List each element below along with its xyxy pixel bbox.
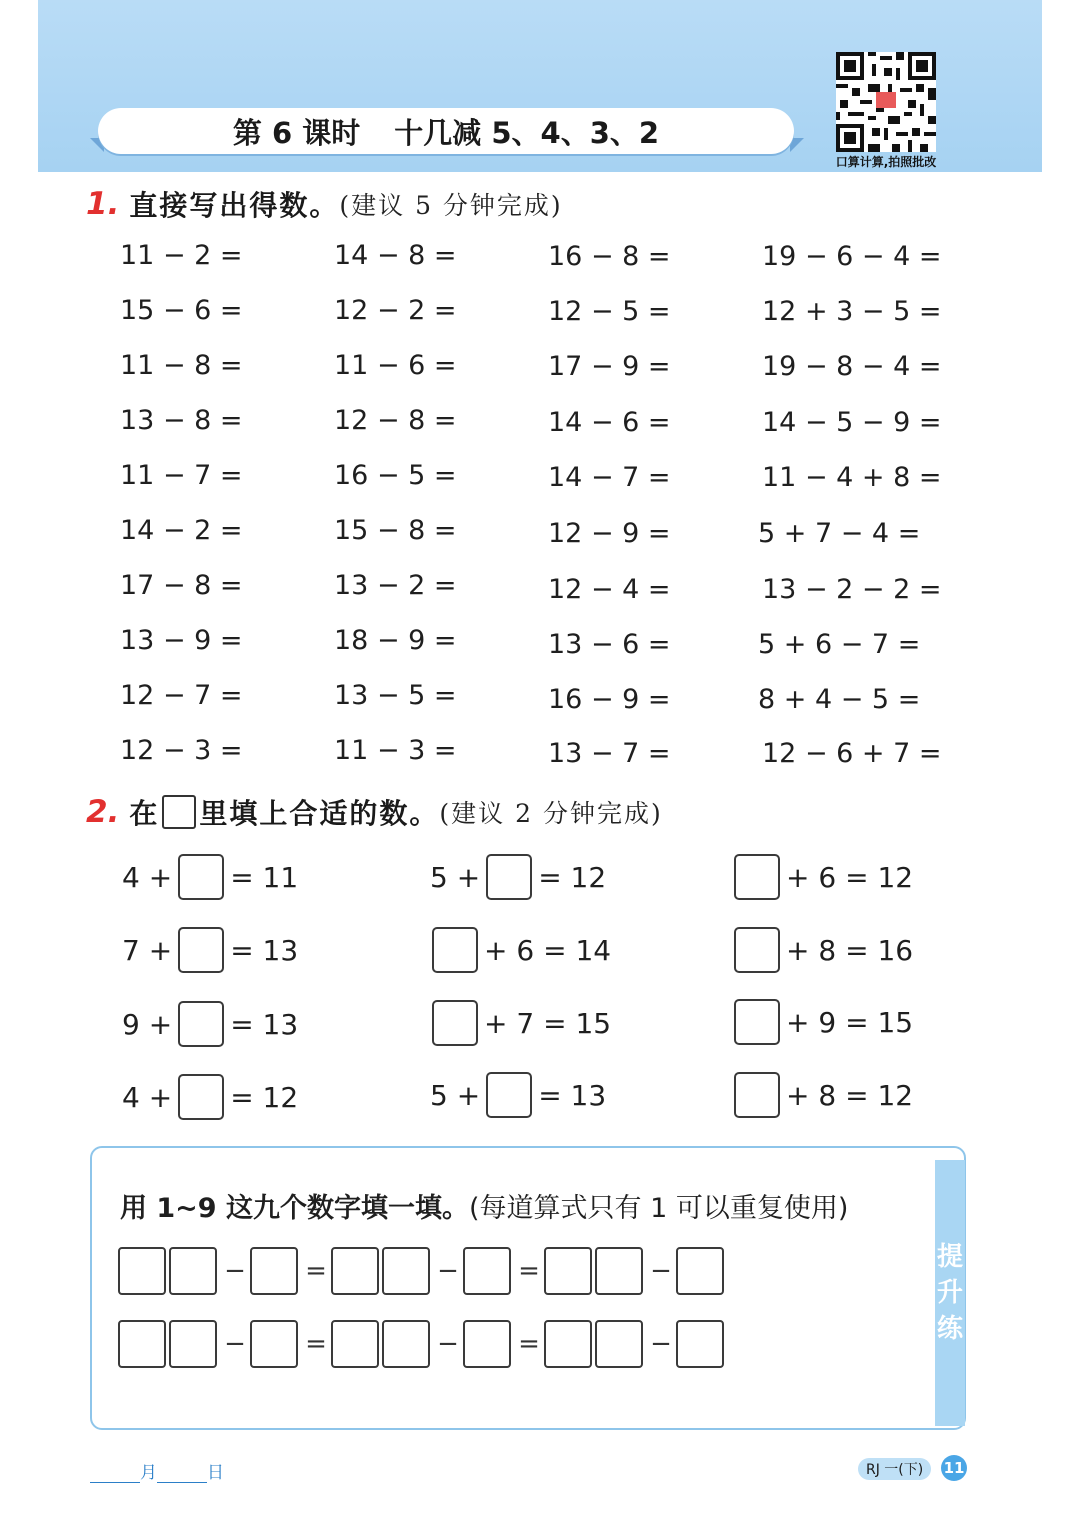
- digit-box[interactable]: [544, 1320, 592, 1368]
- problem[interactable]: 12 − 5 =: [548, 296, 671, 327]
- fill-equation: [728, 925, 913, 975]
- problem[interactable]: 11 − 6 =: [334, 350, 457, 381]
- tab-char: 升: [936, 1278, 963, 1308]
- problem[interactable]: 14 − 2 =: [120, 515, 243, 546]
- equation-suffix: = 11: [230, 860, 299, 894]
- tab-char: 练: [936, 1314, 963, 1344]
- problem[interactable]: 12 − 8 =: [334, 405, 457, 436]
- equation-suffix: + 7 = 15: [484, 1006, 612, 1040]
- section1-heading: [86, 184, 563, 224]
- section1-note: (建议 5 分钟完成): [339, 191, 563, 220]
- answer-box[interactable]: [178, 1074, 224, 1120]
- answer-box[interactable]: [178, 927, 224, 973]
- digit-box[interactable]: [250, 1247, 298, 1295]
- problem[interactable]: 17 − 8 =: [120, 570, 243, 601]
- problem[interactable]: 19 − 6 − 4 =: [762, 241, 942, 272]
- equation-suffix: + 6 = 14: [484, 933, 612, 967]
- fill-equation: [122, 1072, 298, 1122]
- page-number: 11: [941, 1455, 967, 1481]
- equation-suffix: = 12: [230, 1080, 299, 1114]
- minus-sign: −: [224, 1329, 246, 1359]
- date-field: [90, 1458, 224, 1483]
- minus-sign: −: [650, 1256, 672, 1286]
- section2-number: 2.: [86, 794, 120, 830]
- problem[interactable]: 18 − 9 =: [334, 625, 457, 656]
- section2-note: (建议 2 分钟完成): [439, 799, 663, 828]
- equation-prefix: 4 +: [122, 860, 173, 894]
- challenge-instruction: 用 1~9 这九个数字填一填。: [120, 1193, 469, 1224]
- problem[interactable]: 12 − 3 =: [120, 735, 243, 766]
- problem[interactable]: 11 − 2 =: [120, 240, 243, 271]
- minus-sign: −: [650, 1329, 672, 1359]
- problem[interactable]: 13 − 6 =: [548, 629, 671, 660]
- fill-equation: [426, 998, 611, 1048]
- section1-number: 1.: [86, 186, 120, 222]
- section2-instruction-before: 在: [129, 797, 160, 830]
- digit-box[interactable]: [169, 1247, 217, 1295]
- minus-sign: −: [437, 1256, 459, 1286]
- minus-sign: −: [224, 1256, 246, 1286]
- fill-equation: [122, 852, 298, 902]
- problem[interactable]: 19 − 8 − 4 =: [762, 351, 942, 382]
- equation-suffix: = 13: [538, 1078, 607, 1112]
- fill-equation: [728, 1070, 913, 1120]
- problem[interactable]: 16 − 8 =: [548, 241, 671, 272]
- equals-sign: =: [305, 1329, 327, 1359]
- problem[interactable]: 15 − 8 =: [334, 515, 457, 546]
- problem[interactable]: 15 − 6 =: [120, 295, 243, 326]
- problem[interactable]: 17 − 9 =: [548, 351, 671, 382]
- digit-box[interactable]: [331, 1247, 379, 1295]
- equation-suffix: + 8 = 12: [786, 1078, 914, 1112]
- section2-heading: [86, 792, 663, 832]
- answer-box[interactable]: [178, 1001, 224, 1047]
- equation-prefix: 9 +: [122, 1007, 173, 1041]
- digit-box[interactable]: [595, 1247, 643, 1295]
- digit-box[interactable]: [169, 1320, 217, 1368]
- problem[interactable]: 8 + 4 − 5 =: [758, 684, 921, 715]
- fill-equation: [122, 999, 298, 1049]
- equation-suffix: = 13: [230, 933, 299, 967]
- answer-box[interactable]: [486, 854, 532, 900]
- digit-box[interactable]: [676, 1247, 724, 1295]
- problem[interactable]: 14 − 6 =: [548, 407, 671, 438]
- problem[interactable]: 11 − 3 =: [334, 735, 457, 766]
- equation-suffix: = 12: [538, 860, 607, 894]
- day-label: 日: [207, 1463, 224, 1483]
- digit-chain-row: [118, 1247, 727, 1295]
- problem[interactable]: 11 − 4 + 8 =: [762, 462, 942, 493]
- answer-box[interactable]: [734, 854, 780, 900]
- digit-chain-row: [118, 1320, 727, 1368]
- digit-box[interactable]: [463, 1320, 511, 1368]
- digit-box[interactable]: [250, 1320, 298, 1368]
- equation-suffix: + 6 = 12: [786, 860, 914, 894]
- lesson-number: 第 6 课时: [232, 115, 361, 150]
- problem[interactable]: 14 − 5 − 9 =: [762, 407, 942, 438]
- equation-suffix: = 13: [230, 1007, 299, 1041]
- problem[interactable]: 13 − 2 − 2 =: [762, 574, 942, 605]
- section2-instruction-after: 里填上合适的数。: [199, 797, 440, 830]
- problem[interactable]: 12 − 6 + 7 =: [762, 738, 942, 769]
- fill-equation: [430, 852, 606, 902]
- problem[interactable]: 16 − 9 =: [548, 684, 671, 715]
- problem[interactable]: 5 + 7 − 4 =: [758, 518, 921, 549]
- digit-box[interactable]: [463, 1247, 511, 1295]
- problem[interactable]: 16 − 5 =: [334, 460, 457, 491]
- problem[interactable]: 13 − 7 =: [548, 738, 671, 769]
- challenge-tab: [935, 1160, 965, 1426]
- problem[interactable]: 12 − 7 =: [120, 680, 243, 711]
- month-label: 月: [140, 1463, 157, 1483]
- answer-box[interactable]: [432, 1000, 478, 1046]
- digit-box[interactable]: [118, 1320, 166, 1368]
- fill-equation: [122, 925, 298, 975]
- problem[interactable]: 12 − 4 =: [548, 574, 671, 605]
- digit-box[interactable]: [331, 1320, 379, 1368]
- equation-suffix: + 9 = 15: [786, 1005, 914, 1039]
- equation-prefix: 5 +: [430, 1078, 481, 1112]
- problem[interactable]: 13 − 2 =: [334, 570, 457, 601]
- problem[interactable]: 11 − 8 =: [120, 350, 243, 381]
- equals-sign: =: [305, 1256, 327, 1286]
- problem[interactable]: 11 − 7 =: [120, 460, 243, 491]
- minus-sign: −: [437, 1329, 459, 1359]
- problem[interactable]: 14 − 7 =: [548, 462, 671, 493]
- lesson-title: [98, 108, 794, 154]
- qr-caption: 口算计算,拍照批改: [835, 155, 937, 169]
- digit-box[interactable]: [118, 1247, 166, 1295]
- digit-box[interactable]: [382, 1320, 430, 1368]
- problem[interactable]: 12 − 2 =: [334, 295, 457, 326]
- answer-box[interactable]: [178, 854, 224, 900]
- fill-equation: [728, 997, 913, 1047]
- digit-box[interactable]: [595, 1320, 643, 1368]
- problem[interactable]: 12 + 3 − 5 =: [762, 296, 942, 327]
- problem[interactable]: 12 − 9 =: [548, 518, 671, 549]
- lesson-topic: 十几减 5、4、3、2: [394, 115, 660, 150]
- problem[interactable]: 13 − 9 =: [120, 625, 243, 656]
- problem[interactable]: 5 + 6 − 7 =: [758, 629, 921, 660]
- answer-box[interactable]: [734, 1072, 780, 1118]
- problem[interactable]: 14 − 8 =: [334, 240, 457, 271]
- challenge-note: (每道算式只有 1 可以重复使用): [469, 1193, 849, 1224]
- day-blank[interactable]: [157, 1464, 207, 1483]
- fill-equation: [430, 1070, 606, 1120]
- blank-box-icon: [162, 795, 196, 829]
- digit-box[interactable]: [382, 1247, 430, 1295]
- fill-equation: [426, 925, 611, 975]
- section1-instruction: 直接写出得数。: [129, 189, 340, 222]
- equals-sign: =: [518, 1329, 540, 1359]
- problem[interactable]: 13 − 8 =: [120, 405, 243, 436]
- equation-suffix: + 8 = 16: [786, 933, 914, 967]
- answer-box[interactable]: [432, 927, 478, 973]
- digit-box[interactable]: [676, 1320, 724, 1368]
- problem[interactable]: 13 − 5 =: [334, 680, 457, 711]
- book-tag: RJ 一(下): [858, 1458, 931, 1480]
- digit-box[interactable]: [544, 1247, 592, 1295]
- challenge-title: [120, 1186, 848, 1225]
- answer-box[interactable]: [734, 999, 780, 1045]
- equals-sign: =: [518, 1256, 540, 1286]
- fill-equation: [728, 852, 913, 902]
- equation-prefix: 7 +: [122, 933, 173, 967]
- equation-prefix: 5 +: [430, 860, 481, 894]
- month-blank[interactable]: [90, 1464, 140, 1483]
- tab-char: 提: [936, 1242, 963, 1272]
- answer-box[interactable]: [734, 927, 780, 973]
- equation-prefix: 4 +: [122, 1080, 173, 1114]
- qr-code-icon[interactable]: [836, 52, 936, 152]
- answer-box[interactable]: [486, 1072, 532, 1118]
